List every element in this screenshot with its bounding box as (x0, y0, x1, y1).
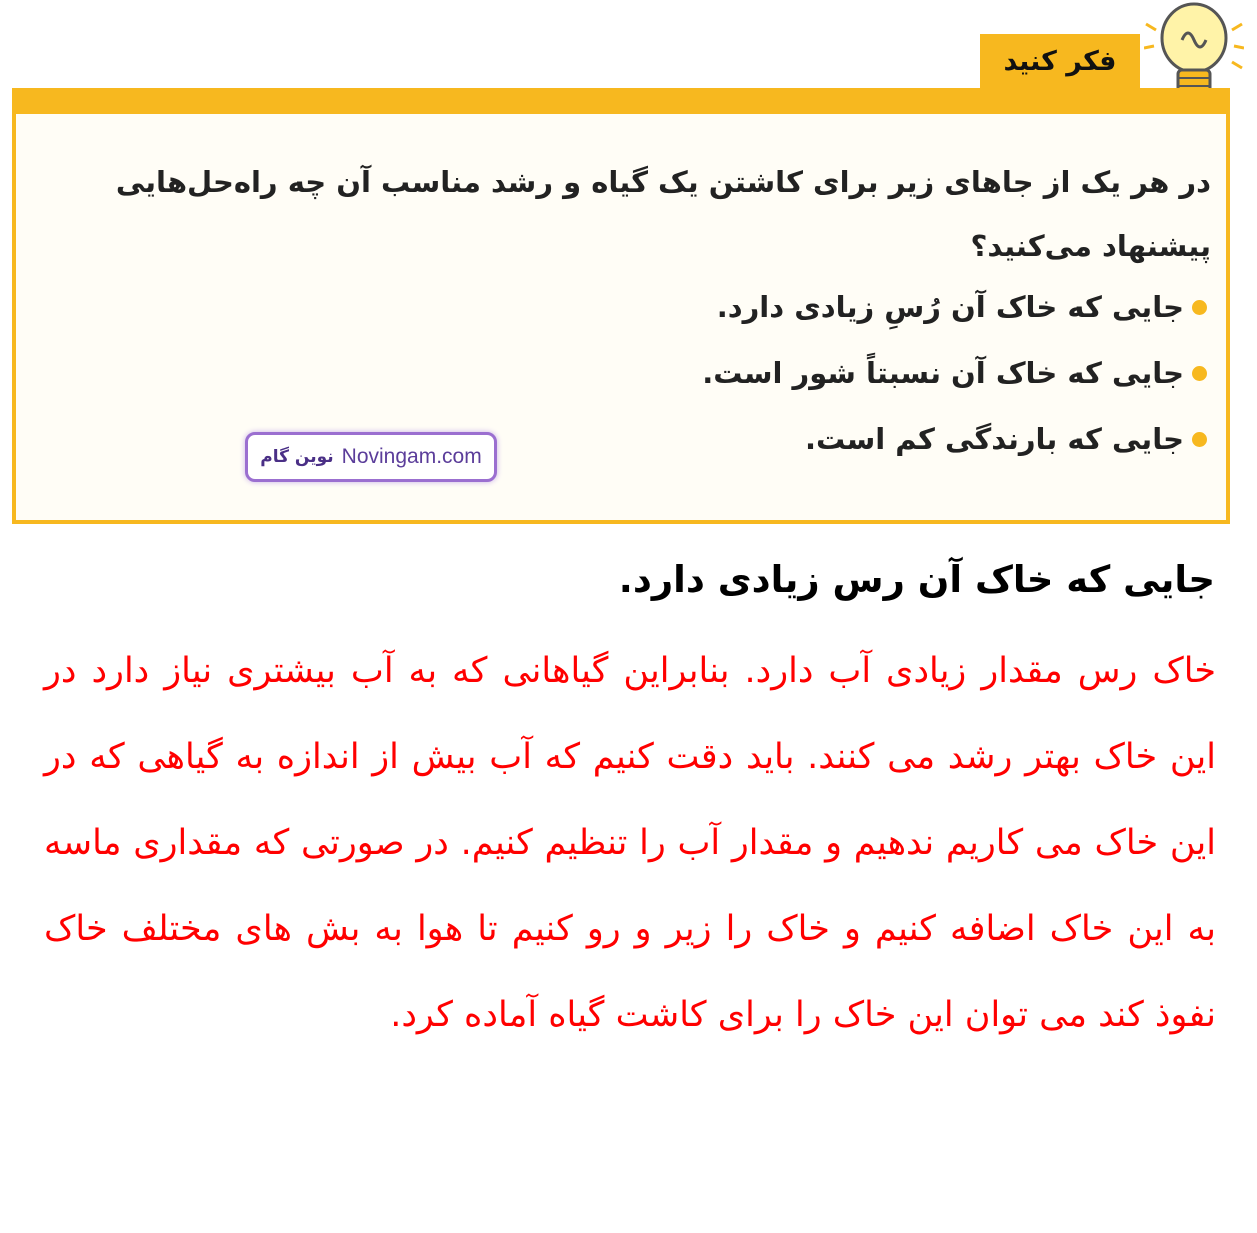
option-item (717, 290, 1207, 324)
think-tab (980, 34, 1140, 88)
answer-text: خاک رس مقدار زیادی آب دارد. بنابراین گیاهانی که به آب بیشتری نیاز دارد در این خاک بهتر رشد می کنند. باید دقت کنیم که آب بیش از اندازه به گیاهی که در این خاک می کاریم ندهیم و مقدار آب را تنظیم کنیم. در صورتی که مقداری ماسه به این خاک اضافه کنیم و خاک را زیر و رو کنیم تا هوا به بش های مختلف خاک نفوذ کند می توان این خاک را برای کاشت گیاه آماده کرد. (44, 651, 1216, 1035)
option-item (702, 356, 1207, 390)
watermark-latin: Novingam.com (341, 445, 482, 468)
bullet-icon (1192, 432, 1207, 447)
bullet-icon (1192, 366, 1207, 381)
watermark-badge (245, 432, 497, 482)
question-text: در هر یک از جاهای زیر برای کاشتن یک گیاه و رشد مناسب آن چه راه‌حل‌هایی پیشنهاد می‌کنید؟ (115, 165, 1211, 263)
watermark-persian: نوین گام (260, 447, 334, 467)
answer-heading: جایی که خاک آن رس زیادی دارد. (618, 558, 1215, 601)
option-text: جایی که بارندگی کم است. (805, 422, 1184, 456)
think-tab-label: فکر کنید (1003, 45, 1117, 77)
option-item (805, 422, 1207, 456)
option-text: جایی که خاک آن نسبتاً شور است. (702, 356, 1184, 390)
bullet-icon (1192, 300, 1207, 315)
option-text: جایی که خاک آن رُسِ زیادی دارد. (716, 290, 1184, 324)
